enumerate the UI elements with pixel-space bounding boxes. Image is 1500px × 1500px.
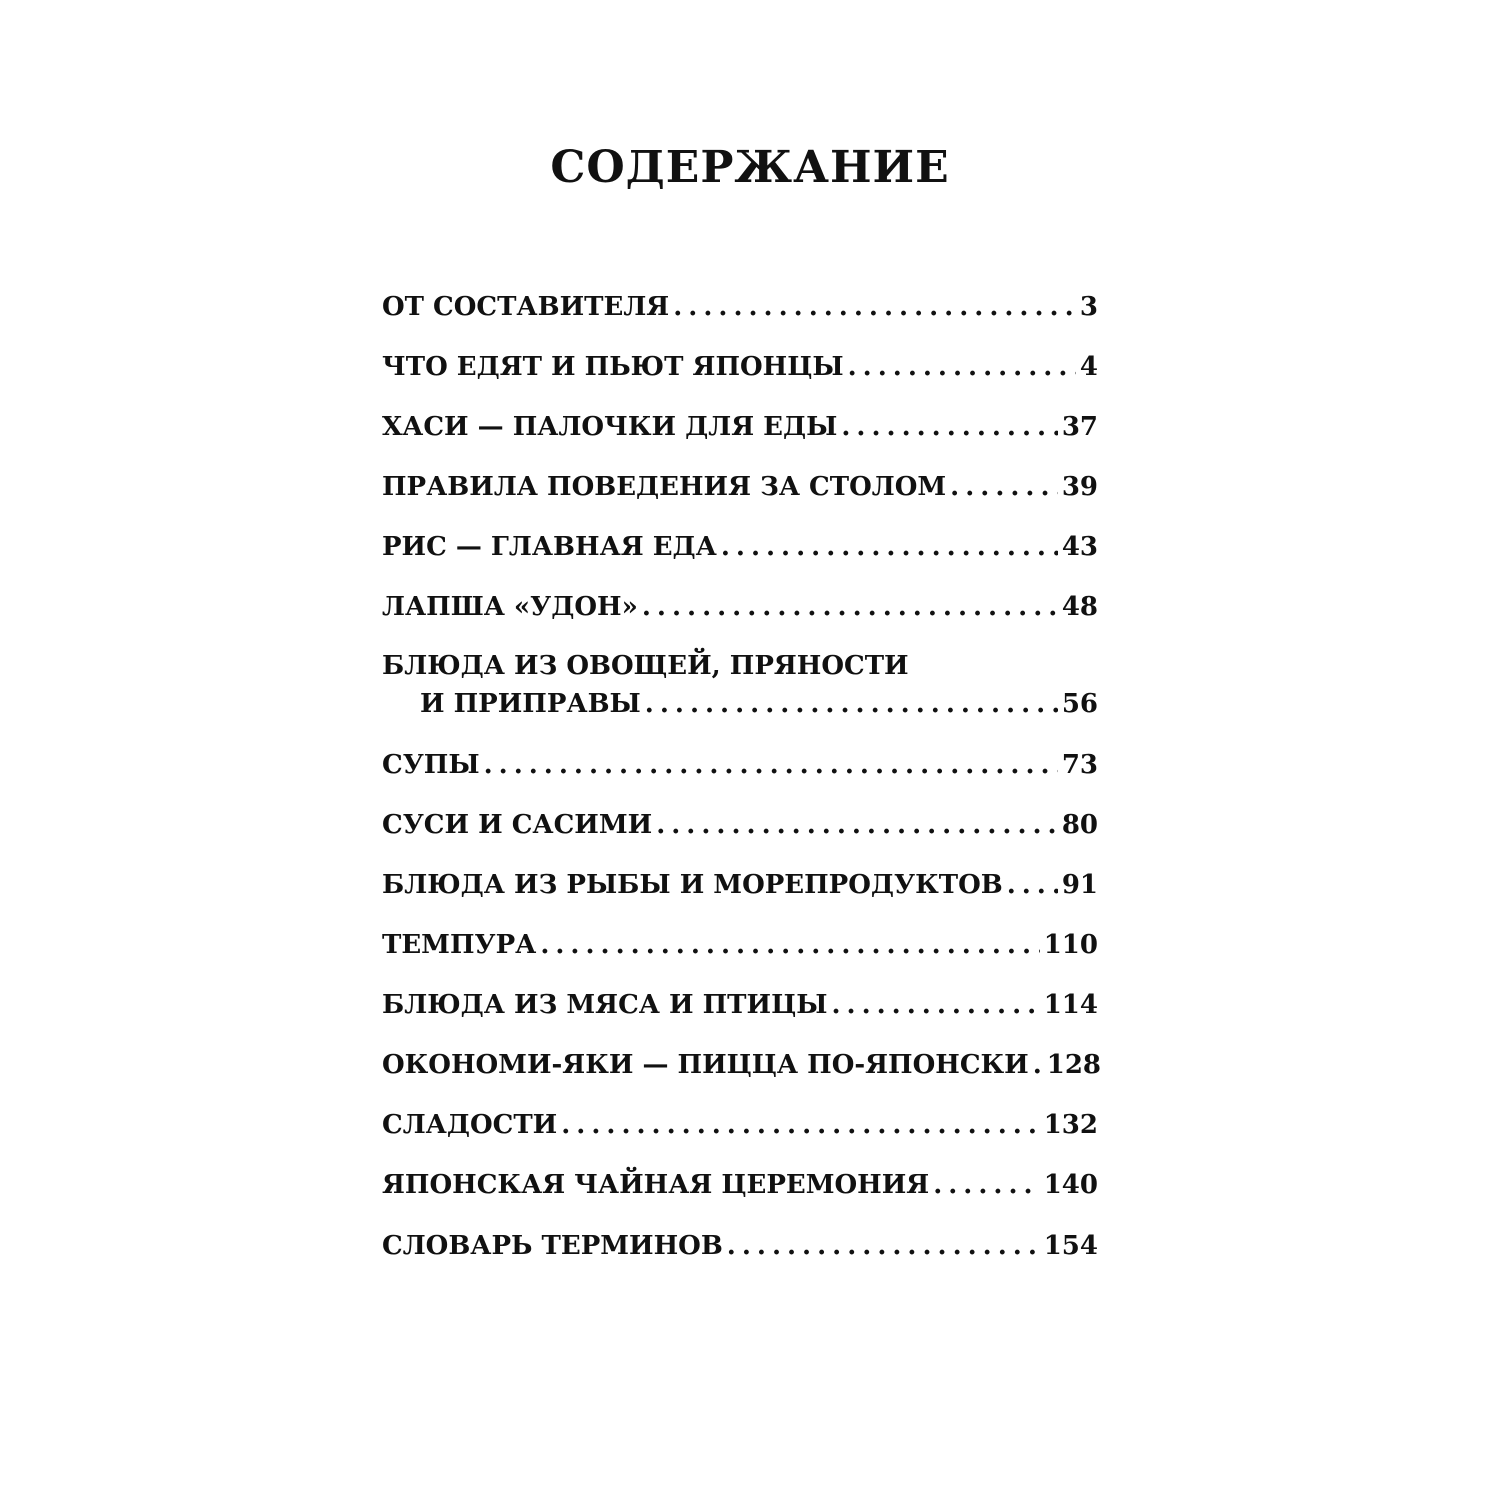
toc-entry-title: ТЕМПУРА (382, 930, 537, 960)
toc-entry (382, 347, 1098, 387)
toc-page-number: 132 (1043, 1110, 1098, 1140)
page-title: СОДЕРЖАНИЕ (550, 142, 950, 193)
toc-entry-title: СЛАДОСТИ (382, 1110, 558, 1140)
toc-entry-title: ЧТО ЕДЯТ И ПЬЮТ ЯПОНЦЫ (382, 352, 844, 382)
toc-entry (382, 985, 1098, 1025)
toc-page-number: 48 (1061, 592, 1098, 622)
toc-leader-dots (673, 287, 1076, 327)
toc-leader-dots (933, 1165, 1040, 1205)
toc-entry (382, 587, 1098, 627)
toc-leader-dots (848, 347, 1076, 387)
toc-entry (382, 1045, 1102, 1085)
toc-leader-dots (831, 985, 1039, 1025)
toc-leader-dots (656, 805, 1058, 845)
toc-entry (382, 527, 1098, 567)
toc-page-number: 3 (1079, 292, 1098, 322)
toc-page-number: 4 (1079, 352, 1098, 382)
toc-leader-dots (950, 467, 1058, 507)
toc-leader-dots (1007, 865, 1058, 905)
toc-leader-dots (540, 925, 1039, 965)
toc-leader-dots (642, 587, 1058, 627)
toc-leader-dots (841, 407, 1057, 447)
toc-page-number: 37 (1061, 412, 1098, 442)
toc-entry-title: ЯПОНСКАЯ ЧАЙНАЯ ЦЕРЕМОНИЯ (382, 1170, 930, 1200)
toc-entry (382, 925, 1098, 965)
toc-entry-title: И ПРИПРАВЫ (420, 689, 641, 719)
toc-entry (382, 287, 1098, 327)
toc-page-number: 140 (1043, 1170, 1098, 1200)
toc-entry-title: СЛОВАРЬ ТЕРМИНОВ (382, 1231, 723, 1261)
toc-page-number: 56 (1061, 689, 1098, 719)
toc-entry (382, 684, 1098, 724)
toc-entry (382, 1226, 1098, 1266)
toc-entry (382, 805, 1098, 845)
toc-leader-dots (1033, 1045, 1043, 1085)
toc-entry-title: БЛЮДА ИЗ РЫБЫ И МОРЕПРОДУКТОВ (382, 870, 1003, 900)
toc-entry-title: СУПЫ (382, 750, 480, 780)
toc-page-number: 73 (1061, 750, 1098, 780)
toc-page-number: 80 (1061, 810, 1098, 840)
toc-entry-title: СУСИ И САСИМИ (382, 810, 653, 840)
toc-entry (382, 1105, 1098, 1145)
toc-page-number: 91 (1061, 870, 1098, 900)
toc-entry-title: РИС — ГЛАВНАЯ ЕДА (382, 532, 717, 562)
toc-page-number: 154 (1043, 1231, 1098, 1261)
toc-entry (382, 1165, 1098, 1205)
toc-entry (382, 467, 1098, 507)
toc-entry-title: ХАСИ — ПАЛОЧКИ ДЛЯ ЕДЫ (382, 412, 838, 442)
toc-entry-title: ЛАПША «УДОН» (382, 592, 638, 622)
toc-page-number: 128 (1046, 1050, 1102, 1080)
toc-entry-title: ОКОНОМИ-ЯКИ — ПИЦЦА ПО-ЯПОНСКИ (382, 1050, 1029, 1080)
toc-page-number: 43 (1061, 532, 1098, 562)
toc-page-number: 110 (1043, 930, 1098, 960)
toc-entry-title: БЛЮДА ИЗ МЯСА И ПТИЦЫ (382, 990, 828, 1020)
toc-leader-dots (645, 684, 1058, 724)
toc-entry-title-line1: БЛЮДА ИЗ ОВОЩЕЙ, ПРЯНОСТИ (382, 651, 909, 681)
toc-entry-title: ОТ СОСТАВИТЕЛЯ (382, 292, 670, 322)
toc-page-number: 39 (1061, 472, 1098, 502)
toc-entry (382, 865, 1098, 905)
toc-leader-dots (721, 527, 1058, 567)
toc-entry (382, 407, 1098, 447)
toc-entry (382, 745, 1098, 785)
toc-leader-dots (561, 1105, 1039, 1145)
toc-leader-dots (727, 1226, 1040, 1266)
toc-page-number: 114 (1043, 990, 1098, 1020)
toc-leader-dots (484, 745, 1058, 785)
toc-entry-title: ПРАВИЛА ПОВЕДЕНИЯ ЗА СТОЛОМ (382, 472, 947, 502)
